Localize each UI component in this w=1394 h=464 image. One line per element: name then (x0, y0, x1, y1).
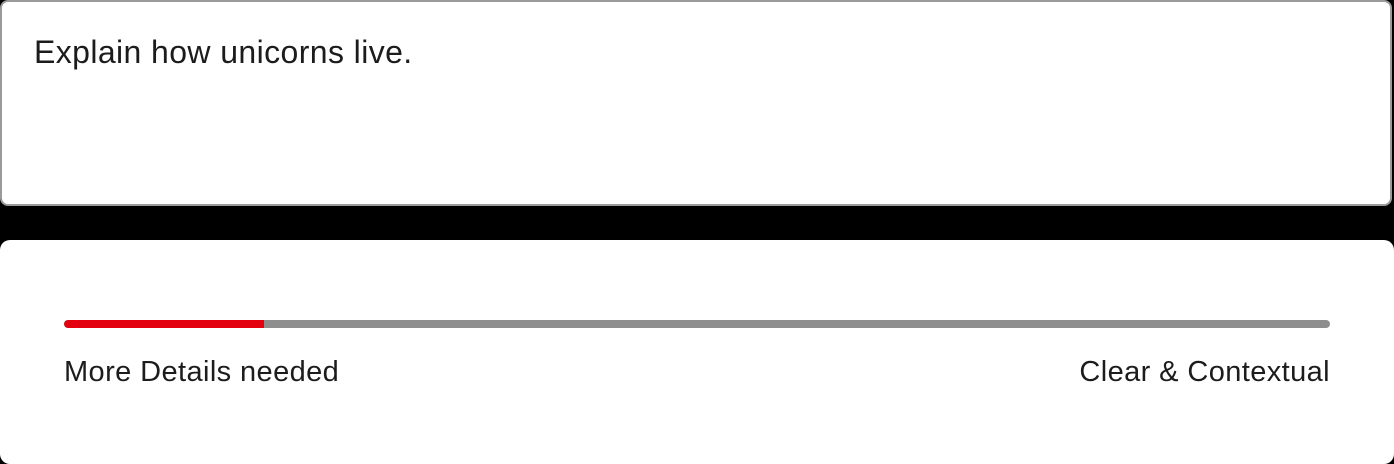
quality-meter-fill (64, 320, 264, 328)
meter-low-label: More Details needed (64, 356, 340, 388)
quality-meter-track (64, 320, 1330, 328)
prompt-text: Explain how unicorns live. (34, 34, 413, 70)
prompt-input[interactable] (0, 0, 1392, 206)
meter-high-label: Clear & Contextual (1079, 356, 1330, 388)
prompt-quality-panel (0, 240, 1394, 464)
